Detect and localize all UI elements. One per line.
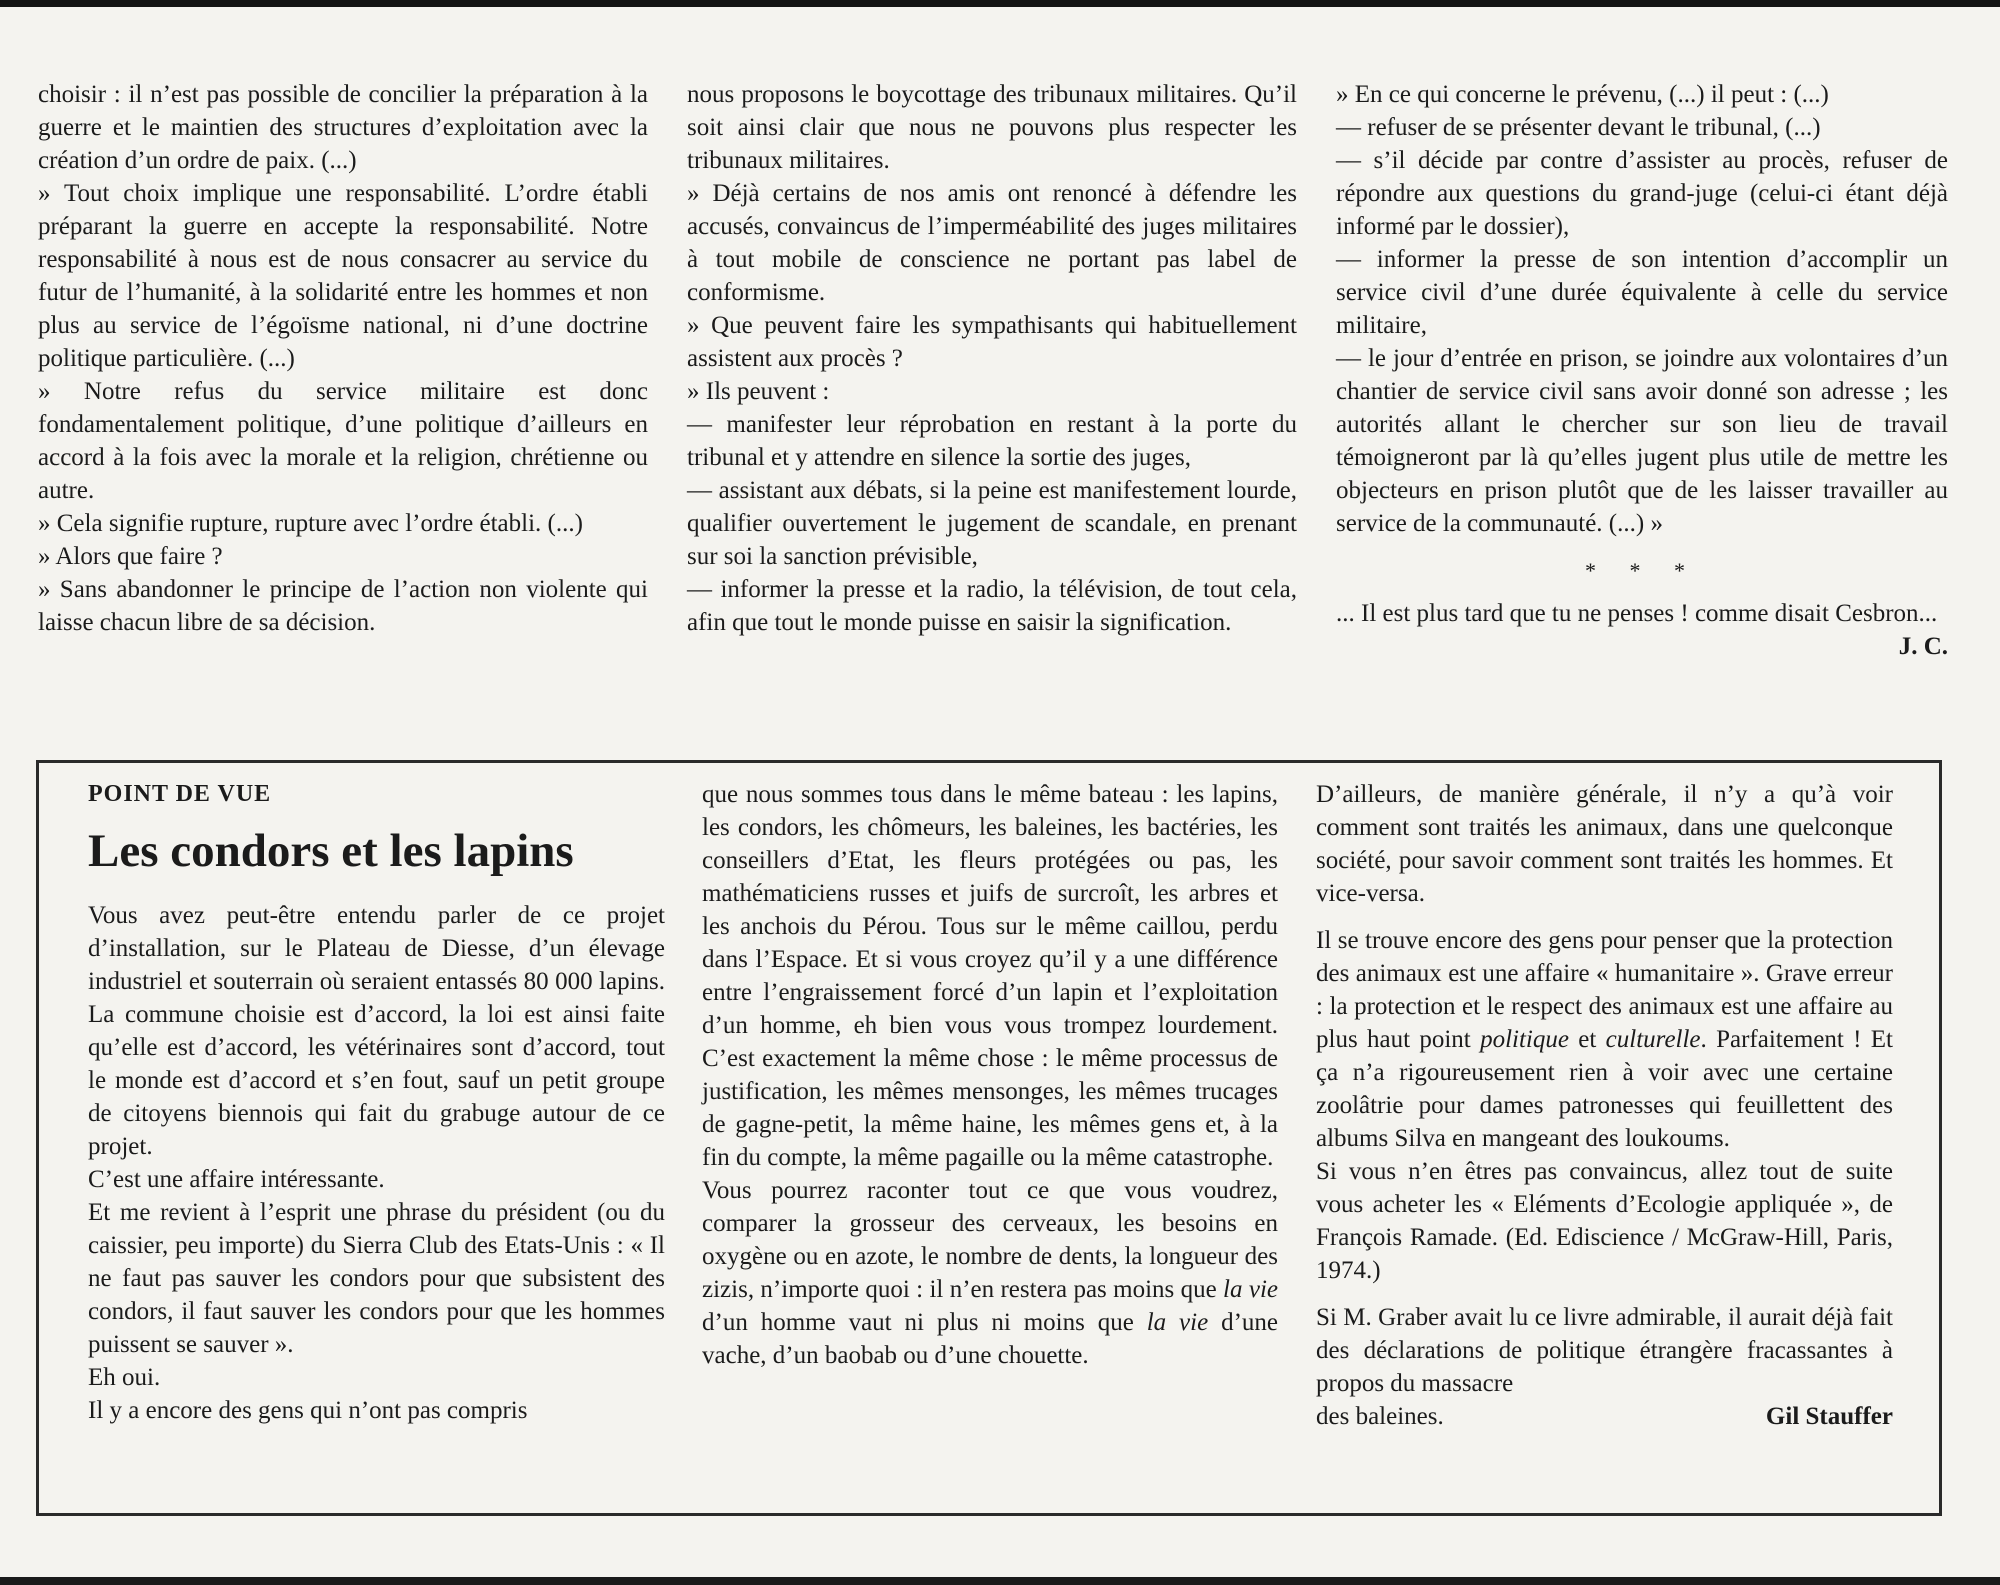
paragraph: Vous avez peut-être entendu parler de ce projet d’installation, sur le Plateau de Diesse, d’un élevage industriel et souterrain où seraient entassés 80 000 lapins. La commune choisie est d’accord, la loi est ainsi faite qu’elle est d’accord, les vétérinaires sont d’accord, tout le monde est d’accord et s’en fout, sauf un petit groupe de citoyens biennois qui fait du grabuge autour de ce projet. [88,902,665,1160]
paragraph: » Alors que faire ? [38,543,223,570]
paragraph: » Cela signifie rupture, rupture avec l’ordre établi. (...) [38,510,583,537]
paragraph: » Sans abandonner le principe de l’action non violente qui laisse chacun libre de sa décision. [38,576,648,636]
paragraph: Il y a encore des gens qui n’ont pas compris [88,1397,528,1424]
top-rule [0,0,2000,7]
paragraph: — assistant aux débats, si la peine est manifestement lourde, qualifier ouvertement le jugement de scandale, en prenant sur soi la sanction prévisible, [687,477,1297,570]
text-run: . Parfaitement ! Et ça n’a rigoureusement rien à voir avec une certaine zoolâtrie pour dames patronesses qui feuillettent des albums Silva en mangeant des loukoums. [1316,1026,1894,1152]
section-kicker: POINT DE VUE [88,781,272,807]
point-de-vue-column-1 [88,778,665,1427]
paragraph: Si vous n’en êtres pas convaincus, allez tout de suite vous acheter les « Eléments d’Ecologie appliquée », de François Ramade. (Ed. Ediscience / McGraw-Hill, Paris, 1974.) [1316,1158,1893,1284]
text-run: d’une vache, d’un baobab ou d’une chouette. [702,1309,1278,1369]
point-de-vue-column-2 [702,778,1278,1372]
text-run: d’un homme vaut ni plus ni moins que [702,1309,1147,1336]
paragraph: » En ce qui concerne le prévenu, (...) il peut : (...) [1336,81,1829,108]
paragraph: » Déjà certains de nos amis ont renoncé à défendre les accusés, convaincus de l’imperméabilité des juges militaires à tout mobile de conscience ne portant pas label de conformisme. [687,180,1297,306]
point-de-vue-column-3 [1316,778,1893,1433]
paragraph: » Ils peuvent : [687,378,830,405]
emphasis: la vie [1146,1309,1209,1336]
paragraph: Si M. Graber avait lu ce livre admirable, il aurait déjà fait des déclarations de politique étrangère fracassantes à propos du massacre [1316,1304,1893,1397]
paragraph: — le jour d’entrée en prison, se joindre aux volontaires d’un chantier de service civil sans avoir donné son adresse ; les autorités allant le chercher sur son lieu de travail témoigneront par là qu’elles jugent plus utile de mettre les objecteurs en prison plutôt que de les laisser travailler au service de la communauté. (...) » [1336,345,1948,537]
article-title: Les condors et les lapins [88,825,574,877]
text-run: Il se trouve encore des gens pour penser que la protection des animaux est une affaire « humanitaire ». Grave erreur : la protection et le respect des animaux est une affaire au plus haut point [1316,927,1893,1053]
paragraph: — manifester leur réprobation en restant à la porte du tribunal et y attendre en silence la sortie des juges, [687,411,1297,471]
paragraph: que nous sommes tous dans le même bateau : les lapins, les condors, les chômeurs, les baleines, les bactéries, les conseillers d’Etat, les fleurs protégées ou pas, les mathématiciens russes et juifs de surcroît, les arbres et les anchois du Pérou. Tous sur le même caillou, perdu dans l’Espace. Et si vous croyez qu’il y a une différence entre l’engraissement forcé d’un lapin et l’exploitation d’un homme, eh bien vous vous trompez lourdement. C’est exactement la même chose : le même processus de justification, les mêmes mensonges, les mêmes trucages de gagne-petit, la même haine, les mêmes gens et, à la fin du compte, la même pagaille ou la même catastrophe. [702,781,1278,1171]
paragraph: Et me revient à l’esprit une phrase du président (ou du caissier, peu importe) du Sierra Club des Etats-Unis : « Il ne faut pas sauver les condors pour que subsistent des condors, il faut sauver les condors pour que les hommes puissent se sauver ». [88,1199,665,1358]
paragraph: » Que peuvent faire les sympathisants qui habituellement assistent aux procès ? [687,312,1297,372]
upper-article-column-1 [38,78,648,639]
section-separator: * * * [1585,558,1699,583]
paragraph: nous proposons le boycottage des tribunaux militaires. Qu’il soit ainsi clair que nous ne pouvons plus respecter les tribunaux militaires. [687,81,1297,174]
paragraph: — informer la presse et la radio, la télévision, de tout cela, afin que tout le monde puisse en saisir la signification. [687,576,1297,636]
paragraph: C’est une affaire intéressante. [88,1166,385,1193]
paragraph [1316,924,1893,1155]
upper-article-column-3 [1336,78,1948,663]
paragraph [702,1174,1278,1372]
author-signature: Gil Stauffer [1765,1403,1893,1430]
emphasis: la vie [1223,1276,1278,1303]
upper-article-column-2 [687,78,1297,639]
paragraph: — s’il décide par contre d’assister au procès, refuser de répondre aux questions du grand-juge (celui-ci étant déjà informé par le dossier), [1336,147,1948,240]
text-run: Vous pourrez raconter tout ce que vous voudrez, comparer la grosseur des cerveaux, les besoins en oxygène ou en azote, le nombre de dents, la longueur des zizis, n’importe quoi : il n’en restera pas moins que [702,1177,1278,1303]
paragraph: D’ailleurs, de manière générale, il n’y a qu’à voir comment sont traités les animaux, dans une quelconque société, pour savoir comment sont traités les hommes. Et vice-versa. [1316,781,1893,907]
paragraph: — refuser de se présenter devant le tribunal, (...) [1336,114,1821,141]
paragraph: choisir : il n’est pas possible de concilier la préparation à la guerre et le maintien des structures d’exploitation avec la création d’un ordre de paix. (...) [38,81,648,174]
paragraph: Eh oui. [88,1364,161,1391]
paragraph: — informer la presse de son intention d’accomplir un service civil d’une durée équivalente à celle du service militaire, [1336,246,1948,339]
paragraph-end: des baleines. [1316,1403,1444,1430]
paragraph: » Notre refus du service militaire est donc fondamentalement politique, d’une politique d’ailleurs en accord à la fois avec la morale et la religion, chrétienne ou autre. [38,378,648,504]
emphasis: politique [1480,1026,1569,1053]
text-run: et [1568,1026,1606,1053]
paragraph: » Tout choix implique une responsabilité. L’ordre établi préparant la guerre en accepte la responsabilité. Notre responsabilité à nous est de nous consacrer au service du futur de l’humanité, à la solidarité entre les hommes et non plus au service de l’égoïsme national, ni d’une doctrine politique particulière. (...) [38,180,648,372]
closing-line [1316,1400,1893,1433]
emphasis: culturelle [1605,1026,1701,1053]
bottom-rule [0,1577,2000,1585]
closing-paragraph: ... Il est plus tard que tu ne penses ! comme disait Cesbron... [1336,600,1938,627]
author-signature: J. C. [1898,633,1948,660]
